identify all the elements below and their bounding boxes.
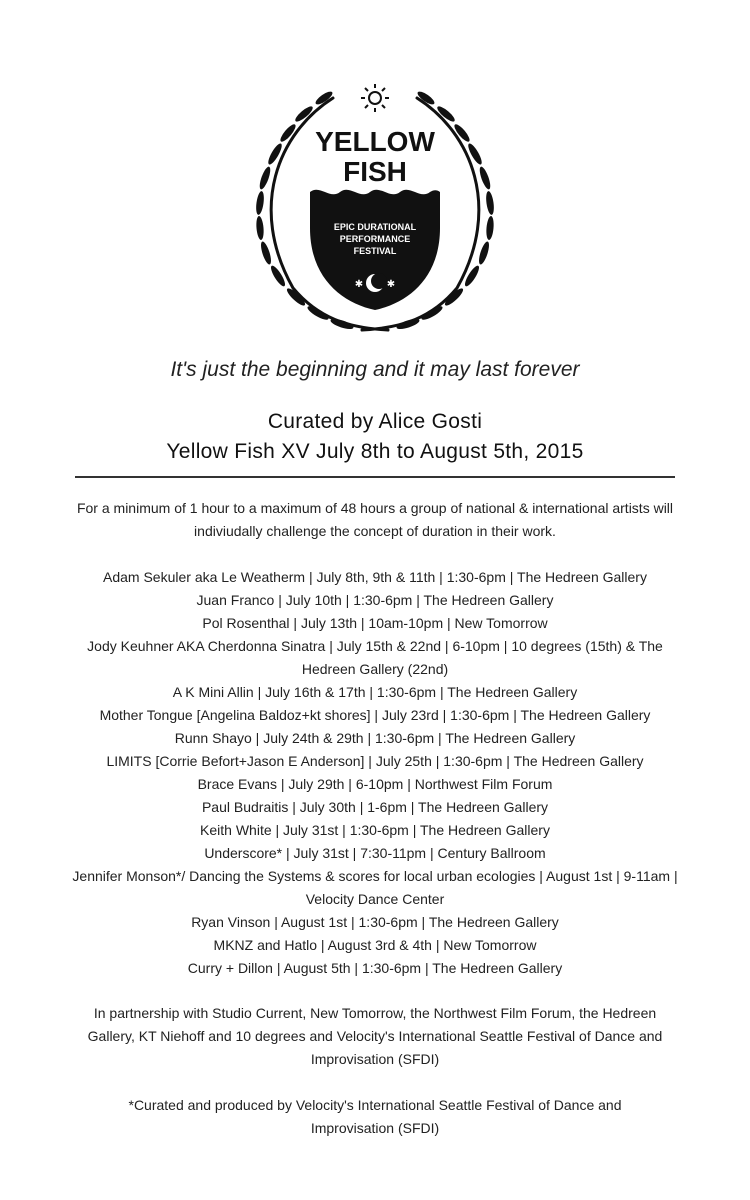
schedule-item: Brace Evans | July 29th | 6-10pm | Northwest Film Forum <box>197 776 553 792</box>
tagline: It's just the beginning and it may last forever <box>170 358 580 381</box>
logo-badge-line1: EPIC DURATIONAL <box>333 222 417 232</box>
schedule-item: A K Mini Allin | July 16th & 17th | 1:30-6pm | The Hedreen Gallery <box>172 684 578 700</box>
schedule-item: Paul Budraitis | July 30th | 1-6pm | The Hedreen Gallery <box>201 799 549 815</box>
schedule-item: Runn Shayo | July 24th & 29th | 1:30-6pm | The Hedreen Gallery <box>174 730 576 746</box>
schedule-item: Underscore* | July 31st | 7:30-11pm | Century Ballroom <box>204 845 546 861</box>
star-icon: ✱ <box>386 279 396 290</box>
logo-title-line1: YELLOW <box>315 126 435 157</box>
schedule-item: Curry + Dillon | August 5th | 1:30-6pm | The Hedreen Gallery <box>187 960 563 976</box>
schedule-item: Mother Tongue [Angelina Baldoz+kt shores] | July 23rd | 1:30-6pm | The Hedreen Gallery <box>99 707 651 723</box>
curated-heading <box>0 407 750 467</box>
schedule-item: Jody Keuhner AKA Cherdonna Sinatra | July 15th & 22nd | 6-10pm | 10 degrees (15th) & The Hedreen Gallery (22nd) <box>87 638 663 677</box>
schedule-item: Juan Franco | July 10th | 1:30-6pm | The Hedreen Gallery <box>196 592 554 608</box>
partnership-paragraph: In partnership with Studio Current, New Tomorrow, the Northwest Film Forum, the Hedreen Gallery, KT Niehoff and 10 degrees and Velocity's International Seattle Festival of Dance and Improvisation (SFDI) <box>87 1005 663 1067</box>
sun-icon <box>361 84 389 112</box>
divider <box>75 476 675 478</box>
schedule-item: LIMITS [Corrie Befort+Jason E Anderson] | July 25th | 1:30-6pm | The Hedreen Gallery <box>106 753 644 769</box>
schedule-item: MKNZ and Hatlo | August 3rd & 4th | New Tomorrow <box>213 937 537 953</box>
schedule-item: Adam Sekuler aka Le Weatherm | July 8th, 9th & 11th | 1:30-6pm | The Hedreen Gallery <box>103 569 647 585</box>
intro-paragraph: For a minimum of 1 hour to a maximum of 48 hours a group of national & international artists will indiviudally challenge the concept of duration in their work. <box>76 500 674 539</box>
yellow-fish-logo <box>238 78 512 336</box>
schedule-item: Keith White | July 31st | 1:30-6pm | The Hedreen Gallery <box>200 822 550 838</box>
logo-badge-line3: FESTIVAL <box>353 246 397 256</box>
festival-dates-line: Yellow Fish XV July 8th to August 5th, 2015 <box>166 440 584 463</box>
schedule-item: Ryan Vinson | August 1st | 1:30-6pm | The Hedreen Gallery <box>191 914 559 930</box>
logo-badge-line2: PERFORMANCE <box>339 234 411 244</box>
logo-title-line2: FISH <box>343 156 407 187</box>
star-icon: ✱ <box>354 279 364 290</box>
schedule-item: Pol Rosenthal | July 13th | 10am-10pm | New Tomorrow <box>202 615 548 631</box>
curator-line: Curated by Alice Gosti <box>267 410 483 433</box>
schedule-item: Jennifer Monson*/ Dancing the Systems & scores for local urban ecologies | August 1st | 9-11am | Velocity Dance Center <box>72 868 678 907</box>
footnote: *Curated and produced by Velocity's International Seattle Festival of Dance and Improvisation (SFDI) <box>128 1097 622 1136</box>
schedule-list <box>70 566 680 980</box>
